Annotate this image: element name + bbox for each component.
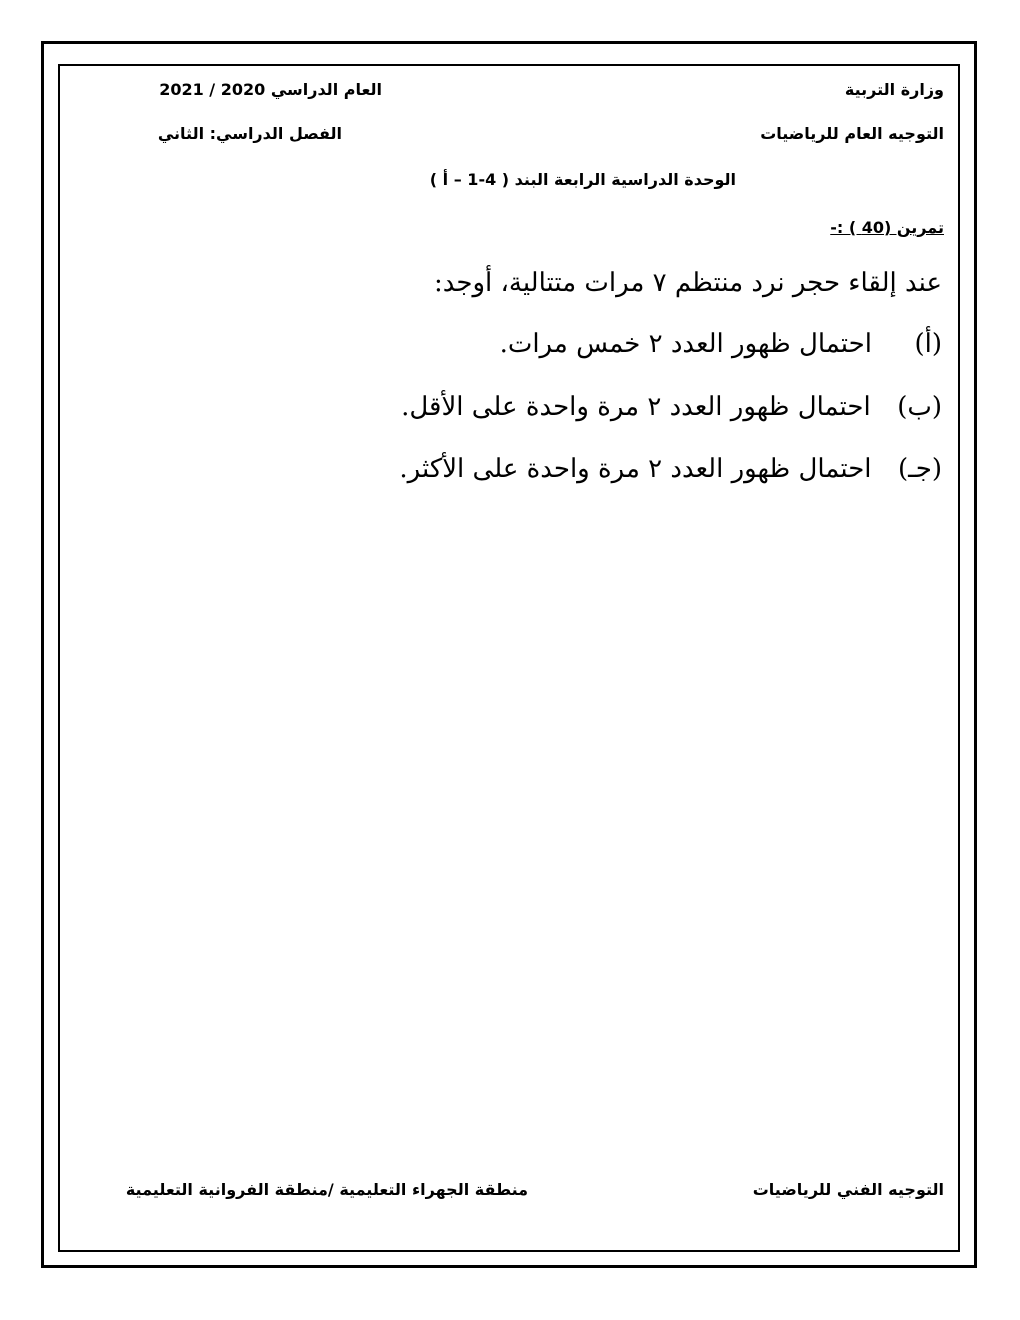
direction-label: التوجيه العام للرياضيات: [760, 124, 944, 143]
footer-tech-direction: التوجيه الفني للرياضيات: [752, 1180, 944, 1199]
question-intro: عند إلقاء حجر نرد منتظم ٧ مرات متتالية، أوجد:: [433, 268, 942, 298]
part-text: احتمال ظهور العدد ٢ خمس مرات.: [499, 329, 872, 359]
ministry-label: وزارة التربية: [844, 80, 944, 99]
footer-regions: منطقة الجهراء التعليمية /منطقة الفروانية التعليمية: [125, 1180, 528, 1199]
page-inner-border: [58, 64, 960, 1252]
part-text: احتمال ظهور العدد ٢ مرة واحدة على الأكثر.: [399, 454, 872, 484]
part-label: (ب): [897, 392, 942, 422]
academic-year-label: العام الدراسي 2020 / 2021: [159, 80, 382, 99]
question-part-b: [401, 390, 942, 424]
part-label: (أ): [914, 329, 942, 359]
part-label: (جـ): [898, 454, 942, 484]
semester-label: الفصل الدراسي: الثاني: [157, 124, 342, 143]
question-part-a: [500, 327, 942, 361]
question-part-c: [399, 452, 942, 486]
part-text: احتمال ظهور العدد ٢ مرة واحدة على الأقل.: [401, 392, 871, 422]
unit-label: الوحدة الدراسية الرابعة البند ( 4-1 – أ ): [429, 170, 736, 189]
exercise-title: تمرين (40 ) :-: [830, 218, 944, 237]
